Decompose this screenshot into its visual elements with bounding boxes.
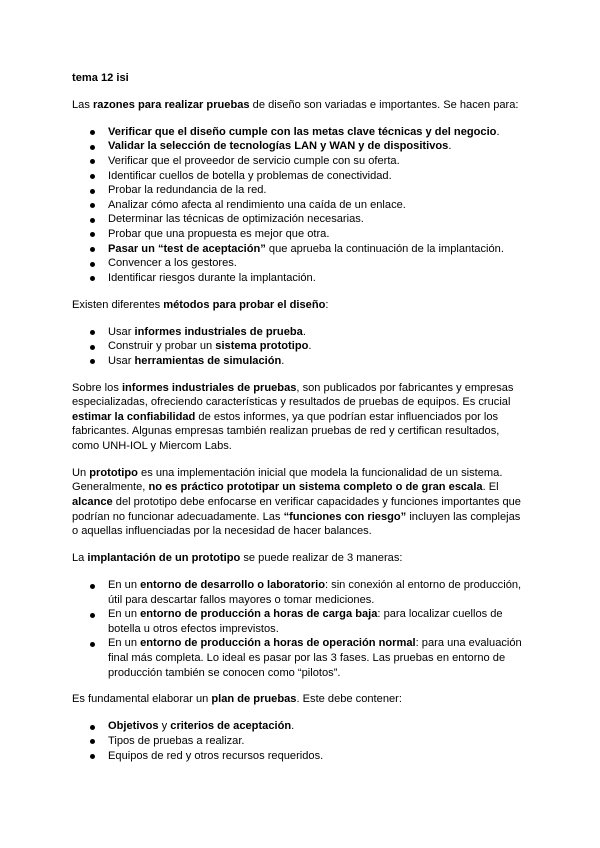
list-item [72, 719, 528, 734]
text-run: Probar la redundancia de la red. [108, 184, 267, 197]
bold-text-run: no es práctico prototipar un sistema completo o de gran escala [148, 481, 483, 494]
metodos-list [72, 325, 528, 369]
list-item [72, 242, 528, 257]
razones-intro-paragraph [72, 98, 528, 113]
bold-text-run: prototipo [89, 466, 138, 479]
list-item [72, 749, 528, 764]
text-run: Determinar las técnicas de optimización necesarias. [108, 213, 364, 226]
text-run: y [158, 720, 171, 733]
list-item [72, 169, 528, 184]
text-run: . [291, 720, 295, 733]
text-run: , son publicados por fabricantes y empresas [296, 381, 514, 394]
bullet-icon [90, 145, 95, 150]
bold-text-run: criterios de aceptación [170, 720, 292, 733]
bullet-icon [90, 613, 95, 618]
text-run: como UNH-IOL y Miercom Labs. [72, 439, 232, 452]
implantacion-list [72, 578, 528, 680]
text-run: Equipos de red y otros recursos requeridos. [108, 749, 324, 762]
bold-text-run: razones para realizar pruebas [92, 98, 250, 111]
informes-paragraph [72, 381, 528, 454]
bullet-icon [90, 218, 95, 223]
text-run: En un [108, 608, 141, 621]
text-run: Convencer a los gestores. [108, 257, 237, 270]
bold-text-run: herramientas de simulación [134, 354, 282, 367]
text-run: Las [72, 98, 93, 111]
metodos-intro-paragraph [72, 298, 528, 313]
bold-text-run: entorno de producción a horas de carga baja [140, 608, 378, 621]
text-run: Usar [108, 354, 135, 367]
bold-text-run: informes industriales de pruebas [121, 381, 297, 394]
razones-list [72, 125, 528, 286]
text-run: Existen diferentes [72, 298, 164, 311]
list-item [72, 339, 528, 354]
bold-text-run: alcance [72, 496, 113, 509]
text-run: : sin conexión al entorno de producción, [325, 579, 522, 591]
text-run: Sobre los [72, 381, 122, 394]
text-run: . [302, 325, 306, 338]
text-run: fabricantes. Algunas empresas también realizan pruebas de red y certifican resultados, [72, 425, 500, 438]
bullet-icon [90, 725, 95, 730]
list-item [72, 183, 528, 198]
bullet-icon [90, 345, 95, 350]
document-page [72, 71, 528, 775]
bold-text-run: estimar la confiabilidad [72, 410, 196, 423]
text-run: Probar que una propuesta es mejor que otra. [108, 227, 330, 240]
bullet-icon [90, 130, 95, 135]
list-item [72, 607, 528, 636]
list-item [72, 734, 528, 749]
bullet-icon [90, 189, 95, 194]
plan-intro-paragraph [72, 692, 528, 707]
text-run: : para localizar cuellos de [377, 608, 503, 621]
list-item [72, 212, 528, 227]
bold-text-run: Verificar que el diseño cumple con las metas clave técnicas y del negocio [108, 125, 497, 138]
bullet-icon [90, 754, 95, 759]
bold-text-run: implantación de un prototipo [87, 552, 241, 565]
bold-text-run: Validar la selección de tecnologías LAN y WAN y de dispositivos [108, 140, 449, 153]
text-run: Un [72, 466, 90, 479]
text-run: incluyen las complejas [406, 510, 521, 523]
text-run: especializadas, ofreciendo características y resultados de pruebas de equipos. Es crucial [72, 396, 511, 409]
text-run: Usar [108, 325, 135, 338]
bullet-icon [90, 642, 95, 647]
bullet-icon [90, 330, 95, 335]
text-run: final más completa. Lo ideal es pasar por las 3 fases. Las pruebas en entorno de [108, 651, 506, 664]
bullet-icon [90, 203, 95, 208]
text-run: es una implementación inicial que modela la funcionalidad de un sistema. [137, 466, 503, 479]
plan-list [72, 719, 528, 763]
list-item [72, 227, 528, 242]
list-item [72, 125, 528, 140]
bullet-icon [90, 232, 95, 237]
text-run: Tipos de pruebas a realizar. [108, 734, 245, 747]
document-title: tema 12 isi [72, 72, 129, 84]
list-item [72, 325, 528, 340]
text-run: del prototipo debe enfocarse en verificar capacidades y funciones importantes que [112, 496, 521, 509]
text-run: que aprueba la continuación de la implantación. [265, 242, 504, 255]
text-run: : para una evaluación [415, 637, 522, 650]
list-item [72, 271, 528, 286]
text-run: podrían no funcionar adecuadamente. Las [72, 510, 284, 523]
list-item [72, 154, 528, 169]
bold-text-run: Objetivos [108, 720, 159, 733]
bullet-icon [90, 262, 95, 267]
bullet-icon [90, 276, 95, 281]
list-item [72, 636, 528, 680]
text-run: Identificar cuellos de botella y problemas de conectividad. [108, 169, 392, 182]
text-run: producción también se conocen como “pilotos”. [108, 666, 341, 679]
list-item [72, 256, 528, 271]
bold-text-run: Pasar un “test de aceptación” [108, 242, 266, 255]
list-item [72, 578, 528, 607]
bullet-icon [90, 174, 95, 179]
text-run: se puede realizar de 3 maneras: [240, 552, 403, 565]
bullet-icon [90, 359, 95, 364]
text-run: de diseño son variadas e importantes. Se hacen para: [249, 98, 519, 111]
list-item [72, 198, 528, 213]
text-run: Construir y probar un [108, 340, 216, 353]
text-run: . Este debe contener: [296, 693, 402, 706]
bold-text-run: informes industriales de prueba [134, 325, 303, 338]
text-run: En un [108, 579, 141, 591]
text-run: . [308, 340, 312, 353]
bullet-icon [90, 247, 95, 252]
text-run: de estos informes, ya que podrían estar influenciados por los [195, 410, 499, 423]
bold-text-run: plan de pruebas [211, 693, 297, 706]
list-item [72, 354, 528, 369]
text-run: Verificar que el proveedor de servicio cumple con su oferta. [108, 154, 400, 167]
bold-text-run: entorno de producción a horas de operación normal [140, 637, 416, 650]
bullet-icon [90, 739, 95, 744]
text-run: En un [108, 637, 141, 650]
bullet-icon [90, 159, 95, 164]
text-run: Identificar riesgos durante la implantación. [108, 271, 316, 284]
text-run: La [72, 552, 88, 565]
prototipo-paragraph [72, 466, 528, 539]
text-run: : [325, 298, 329, 311]
text-run: Es fundamental elaborar un [72, 693, 212, 706]
text-run: o aquellas influenciadas por la necesidad de hacer balances. [72, 525, 372, 538]
bold-text-run: métodos para probar el diseño [163, 298, 326, 311]
list-item [72, 139, 528, 154]
bold-text-run: entorno de desarrollo o laboratorio [140, 579, 325, 591]
text-run: . [281, 354, 285, 367]
text-run: Generalmente, [72, 481, 149, 494]
text-run: útil para descartar fallos mayores o tomar mediciones. [108, 593, 375, 606]
text-run: . [448, 140, 452, 153]
text-run: Analizar cómo afecta al rendimiento una caída de un enlace. [108, 198, 406, 211]
implantacion-intro-paragraph [72, 551, 528, 566]
bold-text-run: “funciones con riesgo” [283, 510, 407, 523]
text-run: . [496, 125, 500, 138]
bullet-icon [90, 584, 95, 589]
bold-text-run: sistema prototipo [215, 340, 309, 353]
text-run: . El [482, 481, 499, 494]
text-run: botella u otros efectos imprevistos. [108, 622, 279, 635]
